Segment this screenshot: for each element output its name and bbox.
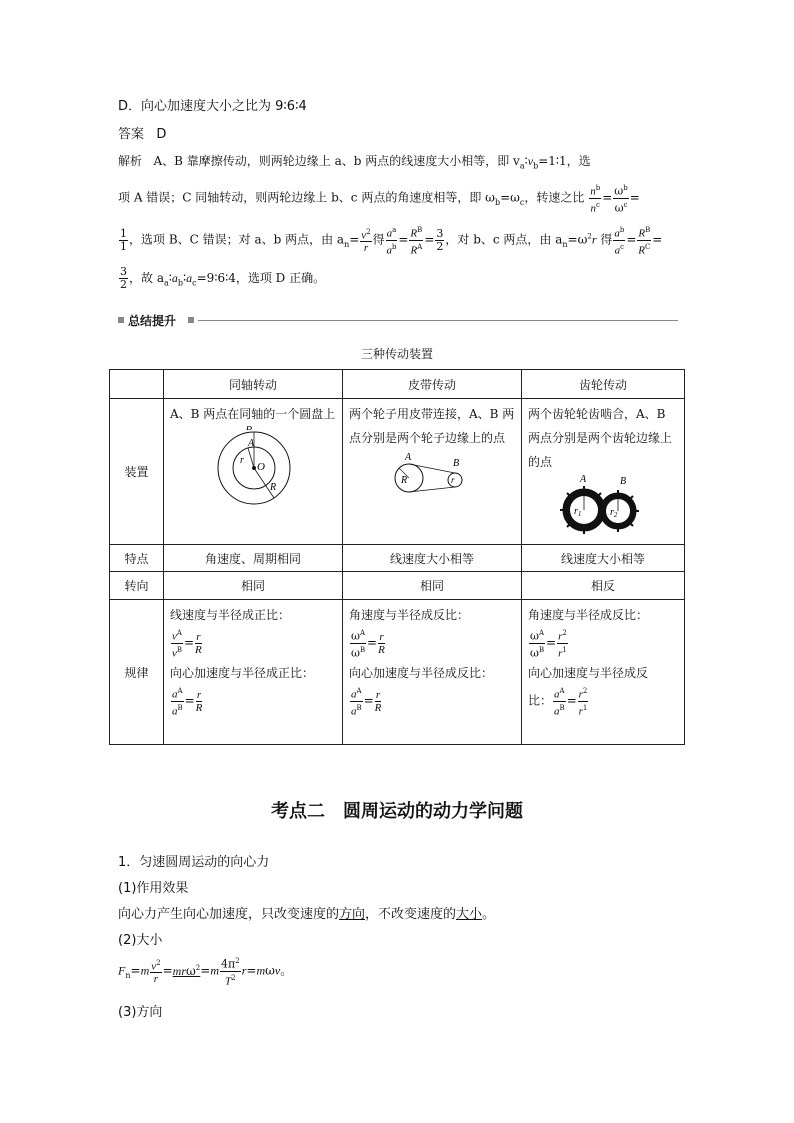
rule-gear-formula2: 比： $\frac{a^A}{a^B}$ = $\frac{r^2}{r^1}$: [528, 687, 588, 718]
effect-blank-magnitude: 大小: [456, 907, 483, 922]
rule-belt-formula1: $\frac{\omega^A}{\omega^B}$ = $\frac{r}{R}$: [350, 629, 385, 660]
row-direction: [110, 572, 685, 600]
fraction-3-2-b: $\frac{3}{2}$: [120, 265, 127, 291]
direction-gear: 相反: [522, 572, 685, 600]
fraction-3-2: $\frac{3}{2}$: [436, 226, 444, 253]
analysis-text-4-tail: =9∶6∶4，选项 D 正确。: [196, 271, 326, 285]
rule-gear-line3: 比：: [528, 693, 553, 708]
svg-text:A: A: [580, 474, 587, 485]
table-header-row: [110, 370, 685, 399]
rule-belt-line1: 角速度与半径成反比：: [349, 608, 470, 622]
device-gear-text: 两个齿轮轮齿啮合，A、B 两点分别是两个齿轮边缘上的点: [528, 407, 673, 469]
cell-device-coaxial: [164, 399, 343, 545]
svg-text:R: R: [270, 482, 277, 493]
svg-text:A: A: [405, 452, 412, 463]
svg-text:O: O: [257, 461, 265, 473]
fraction-omega: $\frac{\omega^b}{\omega^c}$: [614, 184, 628, 215]
analysis-label: 解析: [118, 154, 143, 168]
fraction-v2-r: $\frac{v^2}{r}$: [361, 227, 371, 255]
rule-belt: [343, 600, 522, 745]
rule-gear-formula1: $\frac{\omega^A}{\omega^B}$ = $\frac{r^2}{r^1}$: [529, 629, 567, 660]
feature-gear: 线速度大小相等: [522, 545, 685, 572]
header-coaxial: 同轴转动: [164, 370, 343, 399]
svg-text:R: R: [401, 475, 408, 486]
svg-text:r2: $r_2$: [610, 507, 618, 519]
table-title: 三种传动装置: [360, 347, 433, 361]
rule-coaxial-formula2: $\frac{a^A}{a^B}$ = $\frac{r}{R}$: [171, 687, 203, 718]
direction-coaxial: 相同: [164, 572, 343, 600]
table-corner: [110, 370, 164, 399]
svg-text:A: A: [248, 438, 255, 449]
answer-label: 答案: [118, 127, 145, 142]
gear-mesh-diagram: [528, 474, 678, 536]
item-1: 1．匀速圆周运动的向心力: [118, 855, 270, 870]
feature-belt: 线速度大小相等: [343, 545, 522, 572]
row-label-direction: 转向: [110, 572, 164, 600]
analysis-text-3a: ，选项 B、C 错误；对 a、b 两点，由 a: [129, 232, 345, 247]
row-feature: [110, 545, 685, 572]
fraction-RB-RA: $\frac{R^B}{R^A}$: [410, 226, 423, 257]
coaxial-disc-diagram: [170, 426, 336, 506]
rule-gear-line1: 角速度与半径成反比：: [528, 608, 649, 622]
analysis-text-1-tail: =1∶1，选: [538, 154, 591, 168]
svg-text:B: B: [620, 476, 627, 487]
analysis-line-1: 解析 A、B 靠摩擦传动，则两轮边缘上 a、b 两点的线速度大小相等，即 $v_a∶v_b=1∶1$，选: [118, 154, 591, 171]
divider-line: [198, 320, 678, 321]
cell-device-belt: [343, 399, 522, 545]
row-device: [110, 399, 685, 545]
fraction-n: $\frac{n^b}{n^c}$: [590, 184, 601, 215]
rule-belt-formula2: $\frac{a^A}{a^B}$ = $\frac{r}{R}$: [350, 687, 382, 718]
row-rule: [110, 600, 685, 745]
fraction-ab-ac: $\frac{a^b}{a^c}$: [614, 226, 625, 257]
rule-coaxial-line1: 线速度与半径成正比：: [170, 608, 291, 622]
answer-line: [118, 123, 166, 142]
analysis-text-2a: 项 A 错误；C 同轴转动，则两轮边缘上 b、c 两点的角速度相等，即 ω: [118, 190, 495, 205]
device-belt-text: 两个轮子用皮带连接，A、B 两点分别是两个轮子边缘上的点: [349, 407, 515, 445]
summary-heading: 总结提升: [128, 314, 177, 328]
row-label-feature: 特点: [110, 545, 164, 572]
feature-coaxial: 角速度、周期相同: [164, 545, 343, 572]
item-1-1: (1)作用效果: [118, 881, 189, 896]
svg-text:B: B: [246, 426, 253, 433]
effect-text-a: 向心力产生向心加速度，只改变速度的: [118, 907, 340, 922]
section-title: 考点二 圆周运动的动力学问题: [271, 801, 523, 822]
header-gear: 齿轮传动: [522, 370, 685, 399]
analysis-line-3: $\frac{1}{1}$ ，选项 B、C 错误；对 a、b 两点，由 $a_n=$ $\frac{v^2}{r}$ 得 $\frac{a^a}{a^b}$ = $\frac{R^B}{R^A}$ = $\frac{3}{2}$ ，对 b、c 两点，由 $a_n=\omega^2r$ 得 $\frac{a^b}{a^c}$ = $\frac{R^B}{R^C}$ =: [120, 226, 663, 257]
effect-text-c: 。: [482, 907, 496, 922]
row-label-device: 装置: [110, 399, 164, 545]
fraction-1-1: $\frac{1}{1}$: [120, 226, 127, 253]
answer-value: D: [156, 127, 167, 142]
effect-text-b: ，不改变速度的: [365, 907, 457, 922]
rule-coaxial: [164, 600, 343, 745]
device-coaxial-text: A、B 两点在同轴的一个圆盘上: [170, 407, 336, 421]
rule-gear: [522, 600, 685, 745]
item-1-2: (2)大小: [118, 933, 163, 948]
analysis-text-2b: ，转速之比: [524, 190, 585, 205]
analysis-line-4: $\frac{3}{2}$ ，故 $a_a∶a_b∶a_c=9∶6∶4$，选项 D 正确。: [120, 265, 326, 291]
row-label-rule: 规律: [110, 600, 164, 745]
item-1-3: (3)方向: [118, 1005, 163, 1020]
belt-pulley-diagram: [349, 450, 515, 500]
svg-text:r: r: [451, 475, 455, 485]
svg-text:r: r: [240, 455, 244, 466]
cell-device-gear: [522, 399, 685, 545]
direction-belt: 相同: [343, 572, 522, 600]
effect-blank-direction: 方向: [339, 907, 366, 922]
rule-belt-line2: 向心加速度与半径成反比：: [349, 666, 494, 680]
svg-text:r1: $r_1$: [574, 506, 582, 518]
effect-text: [118, 903, 495, 922]
analysis-text-3b: ，对 b、c 两点，由 a: [445, 232, 563, 247]
rule-coaxial-line2: 向心加速度与半径成正比：: [170, 666, 315, 680]
analysis-line-2: 项 A 错误；C 同轴转动，则两轮边缘上 b、c 两点的角速度相等，即 $\omega_b=\omega_c$，转速之比 $\frac{n^b}{n^c}$ = $\frac{\omega^b}{\omega^c}$ =: [118, 184, 640, 215]
rule-gear-line2: 向心加速度与半径成反: [528, 666, 649, 680]
analysis-text-1: A、B 靠摩擦传动，则两轮边缘上 a、b 两点的线速度大小相等，即 v: [153, 154, 520, 168]
fraction-aa-ab: $\frac{a^a}{a^b}$: [386, 226, 397, 257]
svg-text:B: B: [453, 458, 460, 469]
analysis-text-4: ，故 a: [129, 271, 164, 285]
square-bullet-icon: [188, 317, 194, 323]
header-belt: 皮带传动: [343, 370, 522, 399]
force-formula: $F_n=m$ $\frac{v^2}{r}$ =mrω$^2$=m $\frac{4\pi^2}{T^2}$ r=mωv。: [118, 957, 293, 988]
fraction-RB-RC: $\frac{R^B}{R^C}$: [638, 226, 651, 257]
summary-heading-bar: [118, 312, 678, 328]
square-bullet-icon: [118, 317, 124, 323]
transmission-table: [109, 369, 685, 745]
rule-coaxial-formula1: $\frac{v^A}{v^B}$ = $\frac{r}{R}$: [171, 629, 202, 660]
option-d: D．向心加速度大小之比为 9∶6∶4: [118, 99, 307, 114]
